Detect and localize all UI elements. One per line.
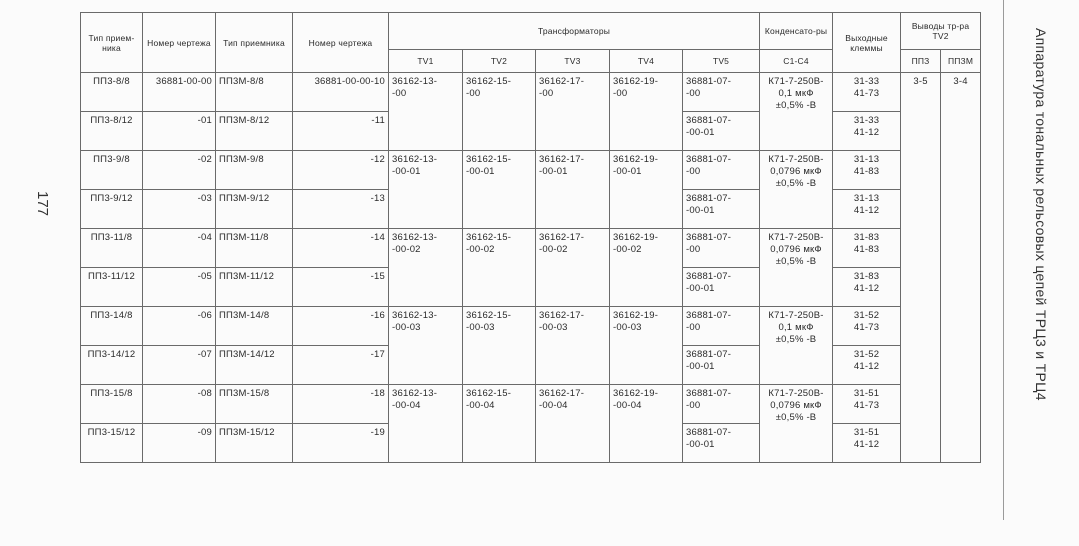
tv2-output-ppzm-cell: 3-4 [941, 73, 981, 463]
receiver-type-cell: ПП3-11/8 [81, 229, 143, 268]
drawing-no-cell: -03 [143, 190, 216, 229]
tv2-cell: 36162-15- -00-03 [463, 307, 536, 385]
tv2-cell: 36162-15- -00-01 [463, 151, 536, 229]
header-drawing-no: Номер чертежа [143, 13, 216, 73]
tv5-cell: 36881-07- -00 [683, 385, 760, 424]
output-terminals-cell: 31-33 41-73 [833, 73, 901, 112]
tv5-cell: 36881-07- -00 [683, 151, 760, 190]
drawing-no-m-cell: -19 [293, 424, 389, 463]
table-body [81, 73, 981, 463]
tv1-cell: 36162-13- -00-02 [389, 229, 463, 307]
receiver-spec-table [80, 12, 981, 463]
output-terminals-cell: 31-83 41-83 [833, 229, 901, 268]
header-c1c4: C1-C4 [760, 50, 833, 73]
tv4-cell: 36162-19- -00 [610, 73, 683, 151]
receiver-type-m-cell: ПП3М-11/8 [216, 229, 293, 268]
header-transformers: Трансформаторы [389, 13, 760, 50]
header-receiver-type-m: Тип приемника [216, 13, 293, 73]
output-terminals-cell: 31-33 41-12 [833, 112, 901, 151]
drawing-no-cell: -04 [143, 229, 216, 268]
table-row [81, 307, 981, 346]
receiver-type-cell: ПП3-8/12 [81, 112, 143, 151]
drawing-no-cell: -08 [143, 385, 216, 424]
drawing-no-m-cell: 36881-00-00-10 [293, 73, 389, 112]
tv1-cell: 36162-13- -00-03 [389, 307, 463, 385]
header-tv3: TV3 [536, 50, 610, 73]
header-drawing-no-m: Номер чертежа [293, 13, 389, 73]
drawing-no-m-cell: -12 [293, 151, 389, 190]
receiver-type-cell: ПП3-15/12 [81, 424, 143, 463]
receiver-type-m-cell: ПП3М-9/12 [216, 190, 293, 229]
receiver-type-cell: ПП3-8/8 [81, 73, 143, 112]
tv5-cell: 36881-07- -00 [683, 73, 760, 112]
capacitor-cell: К71-7-250В- 0,0796 мкФ ±0,5% -В [760, 151, 833, 229]
drawing-no-m-cell: -16 [293, 307, 389, 346]
header-ppz: ППЗ [901, 50, 941, 73]
table-row [81, 151, 981, 190]
tv5-cell: 36881-07- -00-01 [683, 190, 760, 229]
receiver-type-cell: ПП3-9/8 [81, 151, 143, 190]
drawing-no-cell: -02 [143, 151, 216, 190]
tv2-cell: 36162-15- -00 [463, 73, 536, 151]
page-number: 177 [34, 190, 52, 217]
drawing-no-cell: -09 [143, 424, 216, 463]
output-terminals-cell: 31-13 41-12 [833, 190, 901, 229]
tv5-cell: 36881-07- -00-01 [683, 268, 760, 307]
capacitor-cell: К71-7-250В- 0,1 мкФ ±0,5% -В [760, 73, 833, 151]
table-row [81, 385, 981, 424]
capacitor-cell: К71-7-250В- 0,0796 мкФ ±0,5% -В [760, 229, 833, 307]
output-terminals-cell: 31-51 41-12 [833, 424, 901, 463]
side-title: Аппаратура тональных рельсовых цепей ТРЦ3 и ТРЦ4 [1033, 28, 1049, 401]
header-tv4: TV4 [610, 50, 683, 73]
header-tv5: TV5 [683, 50, 760, 73]
receiver-type-m-cell: ПП3М-15/8 [216, 385, 293, 424]
header-tv1: TV1 [389, 50, 463, 73]
receiver-type-m-cell: ПП3М-11/12 [216, 268, 293, 307]
receiver-type-m-cell: ПП3М-9/8 [216, 151, 293, 190]
tv4-cell: 36162-19- -00-04 [610, 385, 683, 463]
receiver-type-cell: ПП3-14/12 [81, 346, 143, 385]
drawing-no-cell: 36881-00-00 [143, 73, 216, 112]
tv5-cell: 36881-07- -00-01 [683, 424, 760, 463]
tv2-output-ppz-cell: 3-5 [901, 73, 941, 463]
receiver-type-cell: ПП3-15/8 [81, 385, 143, 424]
drawing-no-cell: -07 [143, 346, 216, 385]
output-terminals-cell: 31-13 41-83 [833, 151, 901, 190]
tv5-cell: 36881-07- -00-01 [683, 112, 760, 151]
tv5-cell: 36881-07- -00 [683, 229, 760, 268]
receiver-type-cell: ПП3-11/12 [81, 268, 143, 307]
header-ppzm: ППЗМ [941, 50, 981, 73]
output-terminals-cell: 31-83 41-12 [833, 268, 901, 307]
header-capacitors: Конденсато-ры [760, 13, 833, 50]
drawing-no-m-cell: -18 [293, 385, 389, 424]
output-terminals-cell: 31-51 41-73 [833, 385, 901, 424]
drawing-no-m-cell: -11 [293, 112, 389, 151]
receiver-type-cell: ПП3-9/12 [81, 190, 143, 229]
drawing-no-cell: -01 [143, 112, 216, 151]
table-row [81, 73, 981, 112]
tv3-cell: 36162-17- -00-04 [536, 385, 610, 463]
header-tv2-outputs: Выводы тр-ра TV2 [901, 13, 981, 50]
receiver-type-m-cell: ПП3М-8/8 [216, 73, 293, 112]
receiver-type-m-cell: ПП3М-14/8 [216, 307, 293, 346]
tv5-cell: 36881-07- -00 [683, 307, 760, 346]
drawing-no-m-cell: -17 [293, 346, 389, 385]
receiver-type-cell: ПП3-14/8 [81, 307, 143, 346]
tv3-cell: 36162-17- -00-02 [536, 229, 610, 307]
drawing-no-m-cell: -14 [293, 229, 389, 268]
tv3-cell: 36162-17- -00-01 [536, 151, 610, 229]
table-row [81, 229, 981, 268]
header-tv2: TV2 [463, 50, 536, 73]
drawing-no-m-cell: -15 [293, 268, 389, 307]
tv5-cell: 36881-07- -00-01 [683, 346, 760, 385]
receiver-type-m-cell: ПП3М-15/12 [216, 424, 293, 463]
drawing-no-cell: -06 [143, 307, 216, 346]
tv4-cell: 36162-19- -00-01 [610, 151, 683, 229]
tv4-cell: 36162-19- -00-02 [610, 229, 683, 307]
output-terminals-cell: 31-52 41-12 [833, 346, 901, 385]
tv1-cell: 36162-13- -00-04 [389, 385, 463, 463]
tv2-cell: 36162-15- -00-02 [463, 229, 536, 307]
output-terminals-cell: 31-52 41-73 [833, 307, 901, 346]
tv2-cell: 36162-15- -00-04 [463, 385, 536, 463]
drawing-no-m-cell: -13 [293, 190, 389, 229]
header-output-terminals: Выходные клеммы [833, 13, 901, 73]
receiver-type-m-cell: ПП3М-14/12 [216, 346, 293, 385]
tv3-cell: 36162-17- -00-03 [536, 307, 610, 385]
capacitor-cell: К71-7-250В- 0,1 мкФ ±0,5% -В [760, 307, 833, 385]
drawing-no-cell: -05 [143, 268, 216, 307]
tv4-cell: 36162-19- -00-03 [610, 307, 683, 385]
tv1-cell: 36162-13- -00-01 [389, 151, 463, 229]
receiver-type-m-cell: ПП3М-8/12 [216, 112, 293, 151]
capacitor-cell: К71-7-250В- 0,0796 мкФ ±0,5% -В [760, 385, 833, 463]
tv3-cell: 36162-17- -00 [536, 73, 610, 151]
tv1-cell: 36162-13- -00 [389, 73, 463, 151]
header-receiver-type: Тип прием-ника [81, 13, 143, 73]
